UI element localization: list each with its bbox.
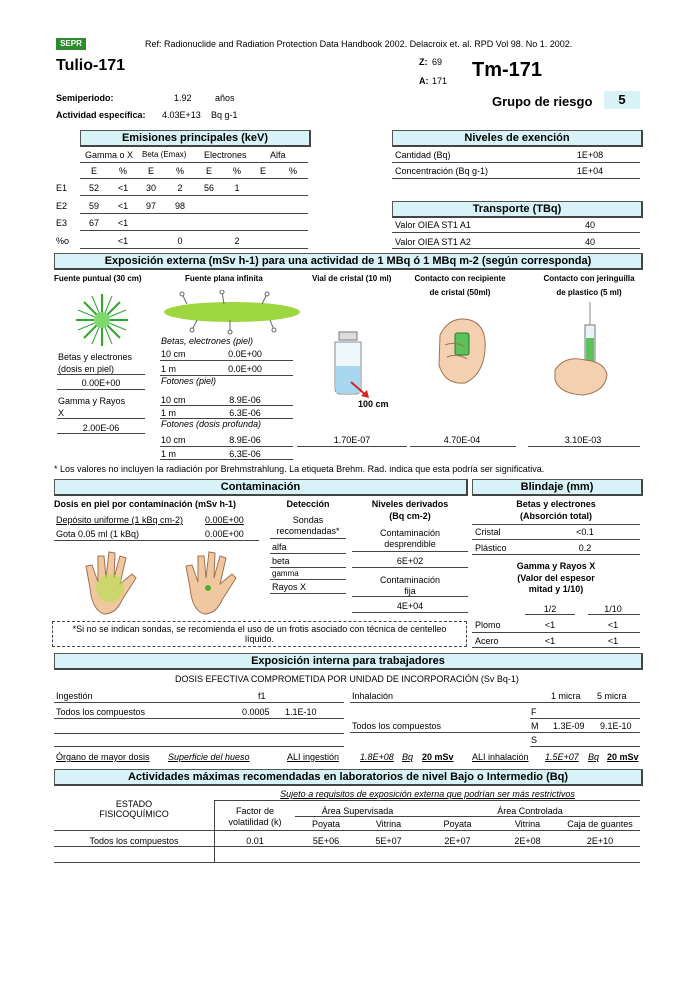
ali-inhalation-value: 1.5E+07 (545, 752, 579, 762)
emission-cell: 2 (234, 236, 240, 246)
shield-plastic-label: Plástico (475, 543, 507, 553)
shield-plastic-value: 0.2 (578, 543, 592, 553)
shield-glass-label: Cristal (475, 527, 501, 537)
plane-photon-10cm: 8.9E-06 (229, 395, 261, 405)
container-value: 4.70E-04 (443, 435, 481, 445)
syringe-hand-image (545, 300, 615, 400)
point-beta-label: (dosis en piel) (58, 364, 115, 374)
transport-header: Transporte (TBq) (392, 201, 643, 218)
emissions-subheader: E (90, 166, 97, 176)
internal-exposure-header: Exposición interna para trabajadores (54, 653, 643, 670)
f1-value: 0.0005 (242, 707, 270, 717)
probe-xray: Rayos X (272, 582, 307, 592)
probe-gamma: gamma (272, 569, 299, 578)
labs-note: Sujeto a requisitos de exposición externa que podrían ser más restrictivos (280, 789, 575, 799)
deposit-label: Depósito uniforme (1 kBq cm-2) (56, 515, 184, 525)
inhalation-label: Inhalación (352, 691, 394, 701)
shield-glass-value: <0.1 (576, 527, 594, 537)
plane-photon-1m: 6.3E-06 (229, 408, 261, 418)
drop-label: Gota 0.05 ml (1 kBq) (56, 529, 140, 539)
shield-gamma-title: (Valor del espesor (517, 573, 595, 583)
micron-5: 5 micra (597, 691, 627, 701)
emissions-subheader: E (259, 166, 266, 176)
shield-steel-label: Acero (475, 636, 499, 646)
labs-state: ESTADO (115, 799, 153, 809)
organ-value: Superficie del hueso (168, 752, 250, 762)
emissions-subheader: % (232, 166, 241, 176)
emission-cell: 0 (177, 236, 183, 246)
vial-value: 1.70E-07 (333, 435, 371, 445)
labs-col: Poyata (443, 819, 472, 829)
shield-gamma-title: mitad y 1/10) (528, 584, 584, 594)
deposit-value: 0.00E+00 (205, 515, 244, 525)
emission-cell: 1 (234, 183, 240, 193)
f1-label: f1 (258, 691, 266, 701)
drop-value: 0.00E+00 (205, 529, 244, 539)
ali-inhalation-label: ALI inhalación (472, 752, 529, 762)
distance-1m: 1 m (161, 408, 177, 418)
fixed-label: Contaminación (379, 575, 441, 585)
external-exposure-header: Exposición externa (mSv h-1) para una actividad de 1 MBq ó 1 MBq m-2 (según corresponda) (54, 253, 643, 270)
risk-group-value: 5 (604, 91, 640, 109)
labs-header: Actividades máximas recomendadas en laboratorios de nivel Bajo o Intermedio (Bq) (54, 769, 643, 786)
emission-cell: 56 (203, 183, 214, 193)
shield-lead-tenth: <1 (607, 620, 619, 630)
col-syringe-1: Contacto con jeringuilla (543, 274, 635, 283)
emissions-group-alpha: Alfa (270, 150, 286, 160)
emission-cell: <1 (117, 236, 129, 246)
probe-beta: beta (272, 556, 290, 566)
emission-cell: 52 (88, 183, 99, 193)
plane-photon-label: Fotones (piel) (161, 376, 217, 386)
distance-1m: 1 m (161, 364, 177, 374)
point-source-image (72, 290, 132, 350)
fixed-value: 4E+04 (396, 601, 424, 611)
distance-10cm: 10 cm (161, 349, 186, 359)
col-glass-vial: Vial de cristal (10 ml) (312, 274, 392, 283)
labs-volatility: volatilidad (k) (228, 817, 282, 827)
ali-inhalation-unit: Bq (588, 752, 600, 762)
labs-row-label: Todos los compuestos (89, 836, 179, 846)
plane-beta-10cm: 0.0E+00 (228, 349, 262, 359)
point-beta-value: 0.00E+00 (81, 378, 121, 388)
labs-col: Poyata (311, 819, 341, 829)
emission-cell: 2 (177, 183, 183, 193)
point-gamma-label: X (58, 408, 65, 418)
infinite-plane-image (162, 290, 302, 335)
emission-row-divider (80, 213, 308, 214)
col-point-source: Fuente puntual (30 cm) (54, 274, 142, 283)
a-label: A: (419, 76, 429, 86)
distance-1m: 1 m (161, 449, 177, 459)
exemption-value: 1E+04 (576, 166, 604, 176)
col-container-1: Contacto con recipiente (414, 274, 506, 283)
contamination-header: Contaminación (54, 479, 468, 496)
reference-text: Ref: Radionuclide and Radiation Protection Data Handbook 2002. Delacroix et. al. RPD Vol 98. No 1. 2002. (145, 39, 573, 49)
labs-row-value: 2E+08 (514, 836, 541, 846)
labs-col: Caja de guantes (567, 819, 633, 829)
inhalation-m-1micron: 1.3E-09 (553, 721, 585, 731)
ingestion-value: 1.1E-10 (285, 707, 317, 717)
labs-controlled: Área Controlada (497, 806, 563, 816)
labs-state: FISICOQUÍMICO (99, 809, 169, 819)
micron-1: 1 micra (551, 691, 581, 701)
shield-lead-label: Plomo (475, 620, 501, 630)
emission-row-divider (80, 230, 308, 231)
element-name: Tulio-171 (56, 57, 126, 74)
emissions-group-electrons: Electrones (204, 150, 247, 160)
vial-distance: 100 cm (358, 399, 389, 409)
sepr-badge: SEPR (56, 38, 86, 50)
ali-ingestion-label: ALI ingestión (287, 752, 340, 762)
derived-title: (Bq cm-2) (389, 511, 431, 521)
emission-cell: <1 (117, 218, 129, 228)
emission-cell: 30 (145, 183, 156, 193)
shield-beta-title: (Absorción total) (520, 511, 592, 521)
ali-ingestion-value: 1.8E+08 (360, 752, 394, 762)
inhalation-class-s: S (531, 735, 538, 745)
specific-activity-unit: Bq g-1 (211, 110, 238, 120)
exemption-header: Niveles de exención (392, 130, 643, 147)
ali-ingestion-dose: 20 mSv (422, 752, 454, 762)
emission-row-label: E2 (56, 201, 68, 211)
transport-label: Valor OIEA ST1 A2 (395, 237, 471, 247)
hand-uniform-image (80, 548, 145, 618)
probes-label: Sondas (292, 515, 324, 525)
ingestion-label: Ingestión (56, 691, 93, 701)
emission-cell: <1 (117, 201, 129, 211)
transport-value: 40 (584, 237, 595, 247)
transport-label: Valor OIEA ST1 A1 (395, 220, 471, 230)
emission-cell: 67 (88, 218, 99, 228)
plane-deep-1m: 6.3E-06 (229, 449, 261, 459)
exemption-label: Concentración (Bq g-1) (395, 166, 489, 176)
half-life-unit: años (215, 93, 235, 103)
emission-cell: 98 (174, 201, 185, 211)
col-syringe-2: de plastico (5 ml) (556, 288, 622, 297)
z-value: 69 (432, 57, 443, 67)
probes-note: *Si no se indican sondas, se recomienda el uso de un frotis asociado con técnica de centelleo (72, 624, 447, 634)
emission-row-divider (80, 195, 308, 196)
labs-row-value: 5E+06 (312, 836, 340, 846)
fixed-label: fija (404, 586, 416, 596)
a-value: 171 (432, 76, 448, 86)
transport-value: 40 (584, 220, 595, 230)
half-life-value: 1.92 (174, 93, 192, 103)
removable-value: 6E+02 (396, 556, 424, 566)
risk-group-label: Grupo de riesgo (492, 94, 593, 109)
emissions-subheader: E (147, 166, 154, 176)
emissions-group-beta: Beta (Emax) (142, 150, 187, 159)
emission-row-label: E1 (56, 183, 68, 193)
probes-label: recomendadas* (276, 526, 340, 536)
syringe-value: 3.10E-03 (564, 435, 602, 445)
emissions-subheader: % (118, 166, 127, 176)
plane-beta-1m: 0.0E+00 (228, 364, 262, 374)
distance-10cm: 10 cm (161, 395, 186, 405)
shielding-header: Blindaje (mm) (472, 479, 643, 496)
shield-beta-title: Betas y electrones (516, 499, 596, 509)
emission-cell: 59 (88, 201, 99, 211)
labs-volatility: Factor de (235, 806, 275, 816)
removable-label: desprendible (384, 539, 436, 549)
emission-row-label: %o (56, 236, 70, 246)
point-beta-label: Betas y electrones (58, 352, 133, 362)
labs-col: Vitrina (375, 819, 402, 829)
derived-title: Niveles derivados (371, 499, 449, 509)
col-container-2: de cristal (50ml) (429, 288, 491, 297)
internal-subtitle: DOSIS EFECTIVA COMPROMETIDA POR UNIDAD DE INCORPORACIÓN (Sv Bq-1) (175, 674, 519, 684)
inhalation-m-5micron: 9.1E-10 (600, 721, 632, 731)
labs-row-k: 0.01 (246, 836, 264, 846)
labs-row-value: 5E+07 (375, 836, 402, 846)
half-life-label: Semiperiodo: (56, 93, 114, 103)
emissions-subheader: E (205, 166, 212, 176)
inhalation-class-m: M (531, 721, 539, 731)
probe-alpha: alfa (272, 542, 287, 552)
emission-cell: 97 (145, 201, 156, 211)
plane-deep-label: Fotones (dosis profunda) (161, 419, 262, 429)
z-label: Z: (419, 57, 428, 67)
shield-lead-half: <1 (544, 620, 556, 630)
skin-dose-title: Dosis en piel por contaminación (mSv h-1) (54, 499, 237, 509)
nuclide-symbol: Tm-171 (472, 59, 543, 81)
emissions-subheader: % (175, 166, 184, 176)
emissions-subheader: % (288, 166, 297, 176)
external-footnote: * Los valores no incluyen la radiación por Brehmstrahlung. La etiqueta Brehm. Rad. indica que esta podría ser significativa. (54, 464, 545, 474)
removable-label: Contaminación (379, 528, 441, 538)
col-infinite-plane: Fuente plana infinita (185, 274, 263, 283)
emissions-group-gamma: Gamma o X (85, 150, 134, 160)
probes-note: líquido. (244, 634, 275, 644)
organ-label: Órgano de mayor dosis (56, 752, 150, 762)
exemption-value: 1E+08 (576, 150, 604, 160)
shield-col-half: 1/2 (543, 604, 557, 614)
ingestion-compounds: Todos los compuestos (56, 707, 146, 717)
container-hand-image (425, 305, 500, 390)
point-gamma-label: Gamma y Rayos (58, 396, 126, 406)
exemption-label: Cantidad (Bq) (395, 150, 451, 160)
labs-row-value: 2E+10 (586, 836, 614, 846)
inhalation-class-f: F (531, 707, 537, 717)
shield-steel-half: <1 (544, 636, 556, 646)
glass-vial-image (325, 330, 375, 400)
detection-title: Detección (286, 499, 330, 509)
shield-gamma-title: Gamma y Rayos X (516, 561, 596, 571)
ali-ingestion-unit: Bq (402, 752, 414, 762)
labs-row-value: 2E+07 (444, 836, 471, 846)
inhalation-compounds: Todos los compuestos (352, 721, 442, 731)
plane-beta-label: Betas, electrones (piel) (161, 336, 254, 346)
emission-row-divider (80, 248, 308, 249)
emissions-header: Emisiones principales (keV) (80, 130, 311, 147)
ali-inhalation-dose: 20 mSv (607, 752, 639, 762)
hand-drop-image (180, 548, 245, 618)
shield-col-tenth: 1/10 (604, 604, 622, 614)
emission-cell: <1 (117, 183, 129, 193)
point-gamma-value: 2.00E-06 (82, 423, 120, 433)
emission-row-label: E3 (56, 218, 68, 228)
probes-note-box (52, 621, 467, 647)
distance-10cm: 10 cm (161, 435, 186, 445)
specific-activity-label: Actividad específica: (56, 110, 146, 120)
shield-steel-tenth: <1 (607, 636, 619, 646)
plane-deep-10cm: 8.9E-06 (229, 435, 261, 445)
specific-activity-value: 4.03E+13 (162, 110, 201, 120)
labs-supervised: Área Supervisada (321, 806, 394, 816)
labs-col: Vitrina (514, 819, 541, 829)
